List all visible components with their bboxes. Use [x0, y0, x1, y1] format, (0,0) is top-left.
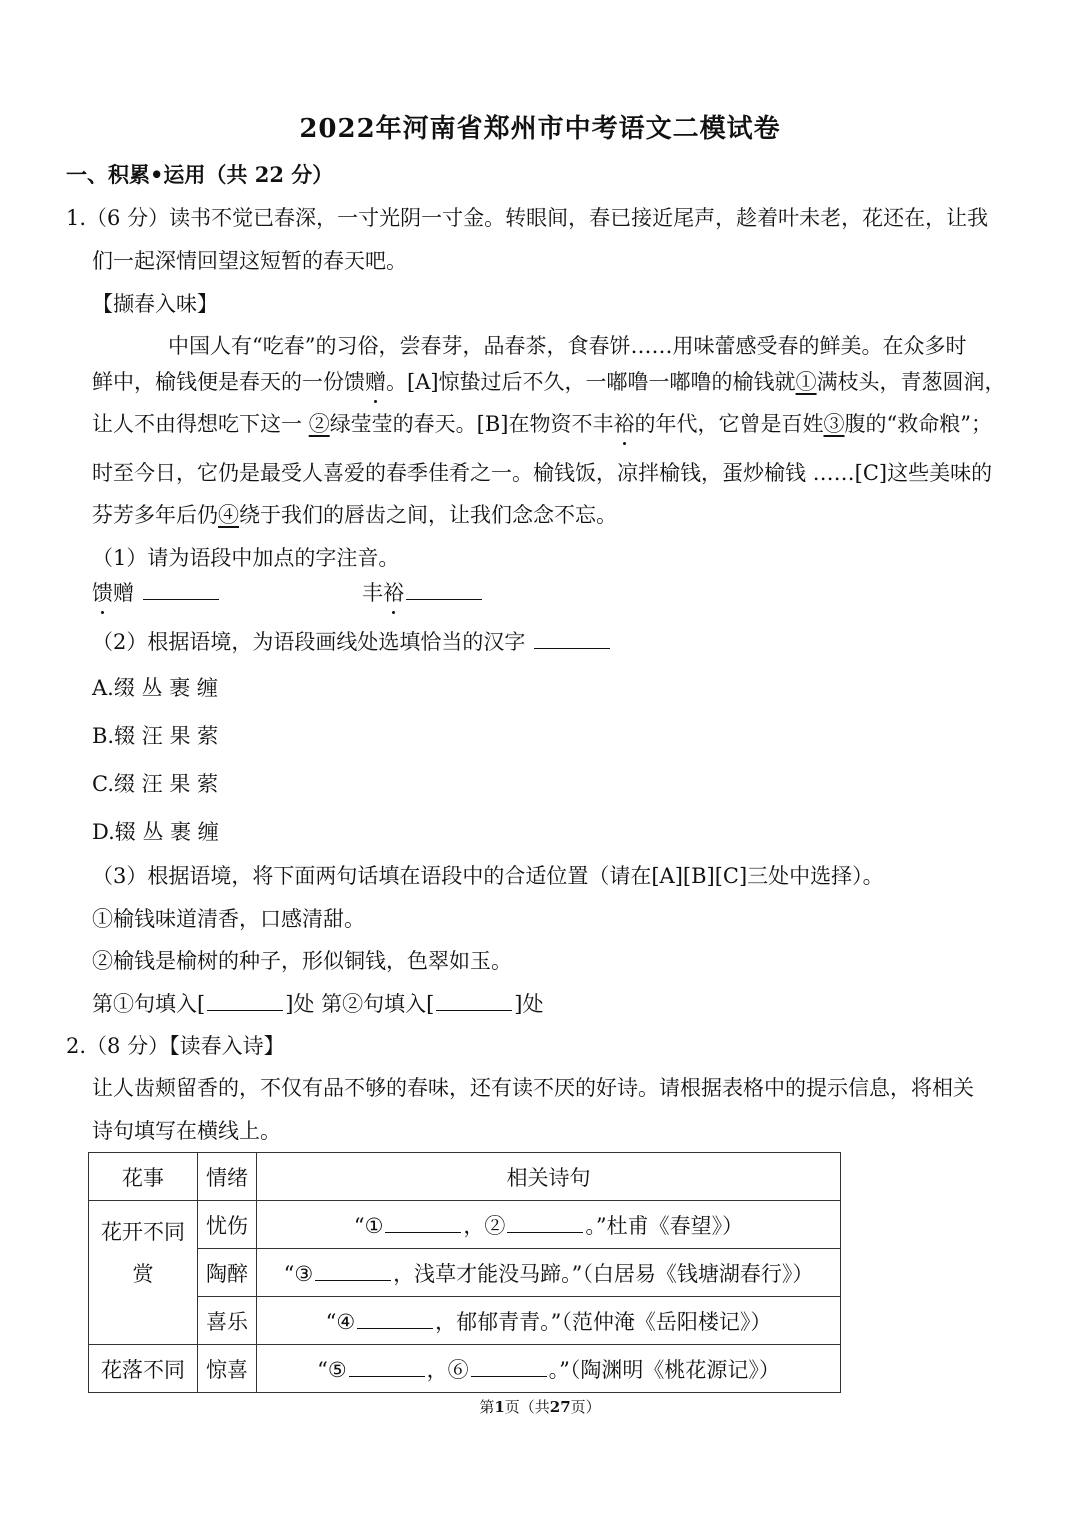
passage-text: 绕于我们的唇齿之间，让我们念念不忘。: [239, 503, 617, 527]
q1-line1: 1.（6 分）读书不觉已春深，一寸光阴一寸金。转眼间，春已接近尾声，趁着叶未老，花还在，让我: [66, 206, 989, 230]
sentence-2: ②榆钱是榆树的种子，形似铜钱，色翠如玉。: [92, 949, 512, 973]
table-header: 情绪: [198, 1153, 257, 1201]
page-total: 27: [549, 1398, 571, 1416]
passage-text: 芬芳多年后仍: [92, 503, 218, 527]
answer-blank[interactable]: [436, 990, 512, 1011]
sub-question-1: （1）请为语段中加点的字注音。: [92, 546, 400, 570]
pinyin-item-1: [92, 578, 221, 608]
poem-cell: [257, 1345, 841, 1393]
q2-line2: 诗句填写在横线上。: [92, 1119, 281, 1143]
option-a[interactable]: A.缀 丛 裹 缠: [92, 676, 218, 700]
sub-question-3: （3）根据语境，将下面两句话填在语段中的合适位置（请在[A][B][C]三处中选择）。: [92, 864, 884, 888]
option-b[interactable]: B.辍 汪 果 萦: [92, 724, 219, 748]
fill-text: ]处 第②句填入[: [285, 992, 435, 1016]
page-title: 2022年河南省郑州市中考语文二模试卷: [299, 114, 781, 144]
passage-line3: [92, 409, 992, 439]
passage-text: 鲜中，榆钱便是春天的一份馈: [92, 370, 365, 394]
sentence-1: ①榆钱味道清香，口感清甜。: [92, 907, 365, 931]
mood-cell: 惊喜: [198, 1345, 257, 1393]
underlined-blank: ①: [795, 370, 817, 394]
table-header: 相关诗句: [257, 1153, 841, 1201]
q1-line2: 们一起深情回望这短暂的春天吧。: [92, 249, 407, 273]
poem-text: “④: [325, 1309, 356, 1334]
footer-text: 页）: [570, 1398, 601, 1416]
passage-line5: [92, 500, 617, 530]
table-row: [89, 1345, 841, 1393]
poem-cell: [257, 1249, 841, 1297]
mood-cell: 喜乐: [198, 1297, 257, 1345]
poem-table: [88, 1152, 841, 1393]
passage-text: 。[A]惊蛰过后不久，一嘟噜一嘟噜的榆钱就: [386, 370, 796, 394]
poem-cell: [257, 1201, 841, 1249]
passage-text: 绿莹莹的春天。[B]在物资不丰: [329, 412, 614, 436]
passage-text: 腹的“救命粮”；: [844, 412, 992, 436]
table-row: [89, 1249, 841, 1297]
table-group-cell: [89, 1201, 198, 1345]
underlined-blank: ④: [218, 503, 239, 527]
word-text: 赠: [113, 581, 134, 605]
q2-line1: 让人齿颊留香的，不仅有品不够的春味，还有读不厌的好诗。请根据表格中的提示信息，将相关: [92, 1076, 974, 1100]
passage-text: 满枝头，青葱圆润，: [816, 370, 1006, 394]
table-row: [89, 1297, 841, 1345]
q1-subheading: 【撷春入味】: [92, 292, 218, 316]
poem-cell: [257, 1297, 841, 1345]
footer-text: 第: [479, 1398, 495, 1416]
poem-text: 。”（陶渊明《桃花源记》）: [548, 1357, 780, 1382]
option-c[interactable]: C.缀 汪 果 萦: [92, 772, 219, 796]
answer-blank[interactable]: [385, 1212, 461, 1233]
passage-line1: 中国人有“吃春”的习俗，尝春芽，品春茶，食春饼……用味蕾感受春的鲜美。在众多时: [168, 334, 967, 358]
poem-text: ，郁郁青青。”（范仲淹《岳阳楼记》）: [435, 1309, 772, 1334]
underlined-blank: ②: [308, 412, 330, 436]
fill-text: 第①句填入[: [92, 992, 206, 1016]
sub-question-2: [92, 627, 612, 657]
fill-text: ]处: [514, 992, 544, 1016]
word-text: 丰: [362, 581, 383, 605]
mood-cell: 陶醉: [198, 1249, 257, 1297]
answer-blank[interactable]: [471, 1356, 547, 1377]
page-number: 1: [494, 1398, 505, 1416]
group-label: 花开不同: [101, 1220, 185, 1244]
answer-blank[interactable]: [357, 1308, 433, 1329]
poem-text: ，②: [463, 1213, 506, 1238]
table-row: [89, 1201, 841, 1249]
fill-line: [92, 989, 543, 1019]
poem-text: “①: [353, 1213, 384, 1238]
poem-text: “③: [283, 1261, 314, 1286]
passage-text: 的年代，它曾是百姓: [634, 412, 824, 436]
table-header: 花事: [89, 1153, 198, 1201]
section-heading: 一、积累•运用（共 22 分）: [66, 162, 334, 187]
poem-text: ，浅草才能没马蹄。”（白居易《钱塘湖春行》）: [393, 1261, 814, 1286]
mood-cell: 忧伤: [198, 1201, 257, 1249]
dotted-char: 馈: [92, 578, 113, 608]
passage-line4: 时至今日，它仍是最受人喜爱的春季佳肴之一。榆钱饭，凉拌榆钱，蛋炒榆钱 ……[C]这些美味的: [92, 461, 993, 485]
question-text: （2）根据语境，为语段画线处选填恰当的汉字: [92, 630, 526, 654]
answer-blank[interactable]: [507, 1212, 583, 1233]
answer-blank[interactable]: [349, 1356, 425, 1377]
page-footer: [0, 1396, 1080, 1417]
passage-line2: [92, 367, 1006, 397]
poem-text: ，⑥: [426, 1357, 469, 1382]
answer-blank[interactable]: [143, 579, 219, 600]
footer-text: 页（共: [504, 1398, 550, 1416]
underlined-blank: ③: [823, 412, 845, 436]
answer-blank[interactable]: [315, 1260, 391, 1281]
answer-blank[interactable]: [207, 990, 283, 1011]
answer-blank[interactable]: [406, 579, 482, 600]
q2-heading: 2.（8 分）【读春入诗】: [66, 1034, 285, 1058]
table-row: [89, 1153, 841, 1201]
answer-blank[interactable]: [534, 628, 610, 649]
table-group-cell: 花落不同: [89, 1345, 198, 1393]
poem-text: 。”杜甫《春望》）: [585, 1213, 744, 1238]
poem-text: “⑤: [317, 1357, 347, 1382]
pinyin-item-2: [362, 578, 484, 608]
dotted-char: 赠: [365, 367, 386, 397]
dotted-char: 裕: [614, 409, 635, 439]
option-d[interactable]: D.辍 丛 裹 缠: [92, 820, 219, 844]
passage-text: 让人不由得想吃下这一: [92, 412, 309, 436]
dotted-char: 裕: [383, 578, 404, 608]
group-label: 赏: [132, 1262, 154, 1286]
